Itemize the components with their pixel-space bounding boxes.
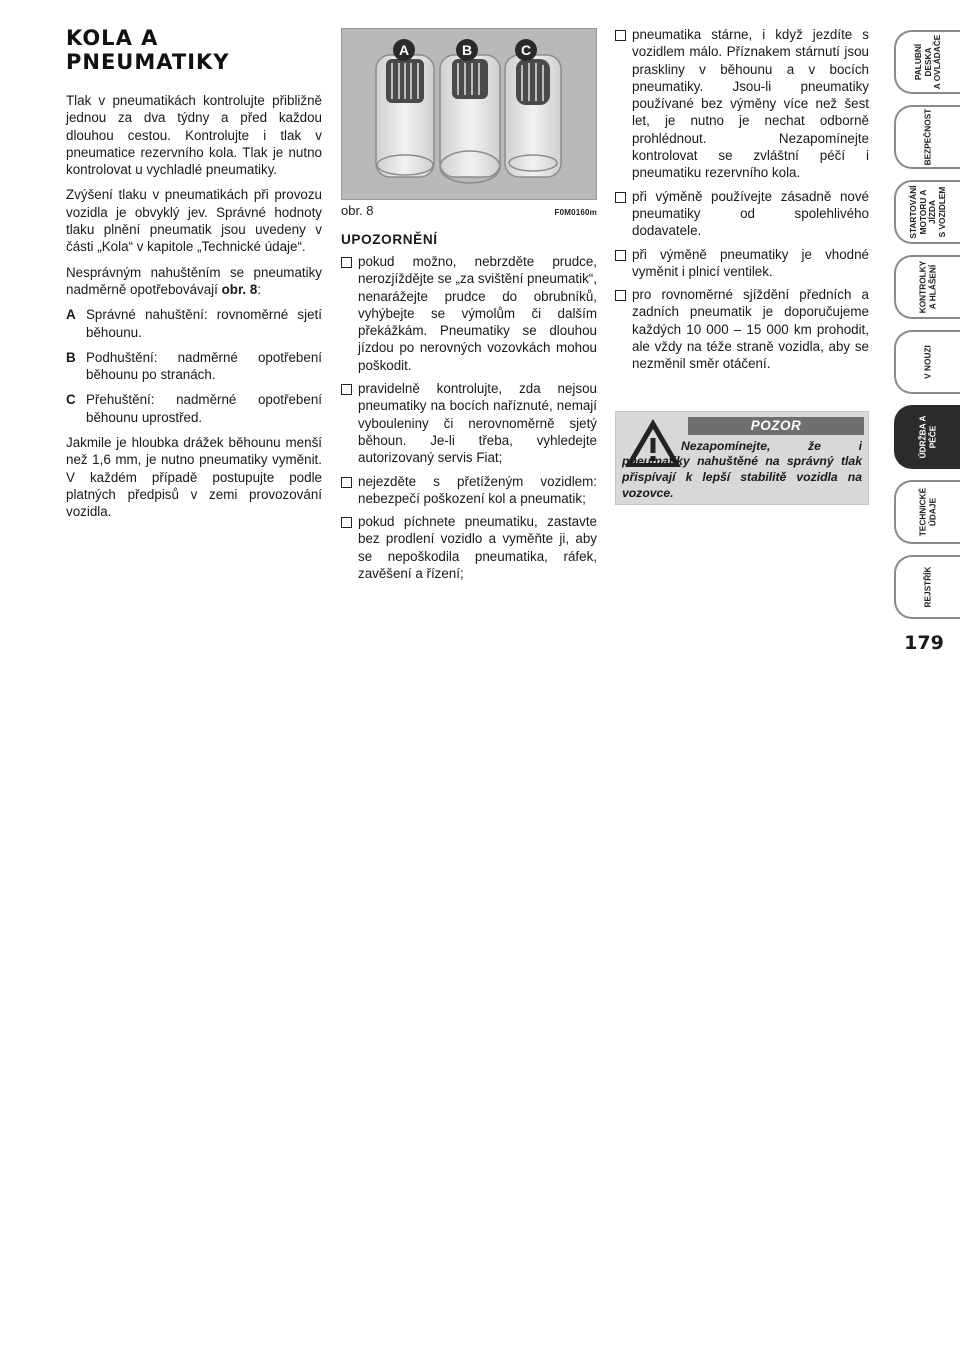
warning-heading: UPOZORNĚNÍ	[341, 232, 438, 247]
definition-text: Podhuštění: nadměrné opotřebení běhounu po stranách.	[86, 349, 322, 383]
figure-code: F0M0160m	[554, 208, 597, 217]
checkbox-bullet-icon	[615, 250, 626, 261]
definition-list	[66, 306, 322, 426]
definition-text: Přehuštění: nadměrné opotřebení běhounu uprostřed.	[86, 392, 322, 425]
tab-label: ÚDRŽBA A PÉČE	[917, 415, 937, 459]
tab-label: PALUBNÍ DESKA A OVLÁDAČE	[912, 34, 942, 90]
intro-text: Nesprávným nahuštěním se pneumatiky nadměrně opotřebovávají	[66, 264, 322, 297]
list-item-text: pneumatika stárne, i když jezdíte s vozidlem málo. Příznakem stárnutí jsou praskliny v běhounu a v bocích pneumatiky. Jsou-li pneumatiky používané bez výměny více než šest let, je nutno je nechat odborně prohlédnout. Nezapomínejte kontrolovat se zvláštní péčí i pneumatiku rezervního kola.	[632, 27, 869, 181]
figure-caption-row	[341, 203, 597, 218]
list-item-text: pro rovnoměrné sjíždění předních a zadních pneumatik je doporučujeme každých 10 000 – 15 000 km prohodit, ale vždy na téže straně vozidla, aby se nezměnil směr otáčení.	[632, 287, 869, 372]
definition-item	[66, 306, 322, 341]
list-item-text: při výměně pneumatiky je vhodné vyměnit i plnicí ventilek.	[632, 246, 869, 279]
warning-title: POZOR	[688, 417, 864, 435]
tab-label: V NOUZI	[922, 345, 933, 379]
tab-technicke-udaje[interactable]	[894, 480, 960, 544]
tab-udrzba-a-pece[interactable]	[894, 405, 960, 469]
figure-caption: obr. 8	[341, 203, 374, 218]
checkbox-bullet-icon	[341, 517, 352, 528]
list-item-text: pokud píchnete pneumatiku, zastavte bez prodlení vozidlo a vyměňte ji, aby se nepoškodila pneumatika, ráfek, zavěšení a řízení;	[358, 514, 597, 582]
column-left	[66, 20, 322, 529]
list-item	[341, 253, 597, 374]
warning-box	[615, 411, 869, 505]
column-middle	[341, 28, 597, 588]
tab-label: REJSTŘÍK	[922, 566, 933, 608]
list-item	[341, 513, 597, 582]
intro-paragraph	[66, 264, 322, 299]
tab-label: KONTROLKY A HLÁŠENÍ	[917, 260, 937, 314]
tab-palubni-deska[interactable]	[894, 30, 960, 94]
badge-b: B	[456, 39, 478, 61]
list-item	[341, 380, 597, 466]
warning-text: Nezapomínejte, že i pneumatiky nahuštěné na správný tlak přispívají k lepší stabilitě vozidla na vozovce.	[622, 438, 862, 501]
list-item	[615, 26, 869, 182]
definition-letter: B	[66, 349, 76, 365]
badge-a: A	[393, 39, 415, 61]
checkbox-bullet-icon	[615, 290, 626, 301]
tab-label: TECHNICKÉ ÚDAJE	[917, 487, 937, 537]
definition-text: Správné nahuštění: rovnoměrné sjetí běhounu.	[86, 307, 322, 340]
tire-overinflated	[505, 55, 561, 177]
tips-list	[615, 26, 869, 373]
page-number: 179	[904, 632, 944, 654]
definition-letter: C	[66, 392, 76, 408]
list-item-text: při výměně používejte zásadně nové pneumatiky od spolehlivého dodavatele.	[632, 188, 869, 239]
tab-label: BEZPEČNOST	[922, 108, 933, 166]
tire-figure	[341, 28, 597, 200]
checkbox-bullet-icon	[341, 477, 352, 488]
tab-label: STARTOVÁNÍ MOTORU A JÍZDA S VOZIDLEM	[908, 185, 947, 239]
checkbox-bullet-icon	[615, 192, 626, 203]
figure-reference[interactable]: obr. 8	[221, 281, 258, 297]
closing-paragraph: Jakmile je hloubka drážek běhounu menší než 1,6 mm, je nutno pneumatiky vyměnit. V každém případě postupujte podle platných předpisů v zemi provozování vozidla.	[66, 435, 322, 520]
list-item-text: nejezděte s přetíženým vozidlem: nebezpečí poškození kol a pneumatik;	[358, 473, 597, 506]
tab-rejstrik[interactable]	[894, 555, 960, 619]
tab-v-nouzi[interactable]	[894, 330, 960, 394]
list-item	[615, 188, 869, 240]
list-item	[615, 286, 869, 372]
paragraph: Tlak v pneumatikách kontrolujte přibližně jednou za dva týdny a před každou dlouhou cestou. Kontrolujte i tlak v pneumatice rezervního kola. Tlak je nutno kontrolovat u vychladlé pneumatiky.	[66, 93, 322, 178]
intro-end: :	[257, 281, 262, 297]
tab-startovani[interactable]	[894, 180, 960, 244]
checkbox-bullet-icon	[341, 384, 352, 395]
tire-underinflated	[440, 55, 500, 183]
page-title: KOLA A PNEUMATIKY	[66, 26, 230, 74]
column-right	[615, 26, 869, 505]
definition-item	[66, 391, 322, 426]
tab-kontrolky[interactable]	[894, 255, 960, 319]
list-item-text: pravidelně kontrolujte, zda nejsou pneumatiky na bocích naříznuté, nemají vybouleniny či nerovnoměrně sjetý běhoun. Je-li třeba, vyhledejte autorizovaný servis Fiat;	[358, 381, 597, 466]
tire-correct	[376, 55, 434, 177]
warning-list	[341, 253, 597, 582]
checkbox-bullet-icon	[615, 30, 626, 41]
checkbox-bullet-icon	[341, 257, 352, 268]
list-item	[341, 473, 597, 508]
list-item	[615, 246, 869, 281]
tab-bezpecnost[interactable]	[894, 105, 960, 169]
list-item-text: pokud možno, nebrzděte prudce, nerozjíždějte se „za svištění pneumatik“, nenarážejte prudce do obrubníků, vyhýbejte se výmolům či dalším překážkám. Pneumatiky se dlouhou jízdou po nerovných vozovkách mohou poškodit.	[358, 254, 597, 373]
definition-letter: A	[66, 307, 76, 323]
definition-item	[66, 349, 322, 384]
badge-c: C	[515, 39, 537, 61]
paragraph: Zvýšení tlaku v pneumatikách při provozu vozidla je obvyklý jev. Správné hodnoty tlaku plnění pneumatik jsou uvedeny v části „Kola“ v kapitole „Technické údaje“.	[66, 187, 322, 255]
